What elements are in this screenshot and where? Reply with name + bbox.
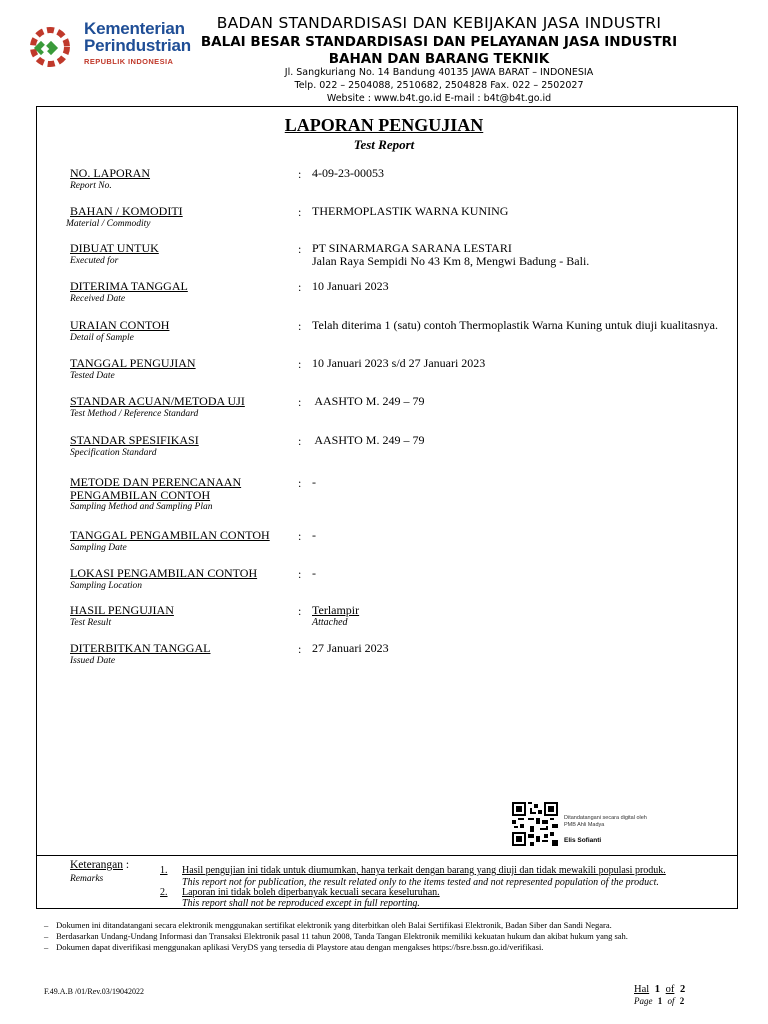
footnote — [44, 920, 612, 930]
page-current: 1 — [657, 996, 663, 1006]
field-sampling-method — [0, 476, 768, 516]
field-report-no — [0, 167, 768, 201]
field-spec-standard — [0, 434, 768, 468]
field-sublabel: Sampling Method and Sampling Plan — [70, 502, 213, 512]
remark-text-en: This report not for publication, the result related only to the items tested and not represented population of the product. — [182, 877, 659, 888]
field-sublabel: Issued Date — [70, 656, 116, 666]
field-label: DITERBITKAN TANGGAL — [70, 641, 211, 655]
footnote-dash: – — [44, 942, 49, 952]
page-indicator — [634, 984, 688, 995]
field-sublabel: Tested Date — [70, 371, 115, 381]
balai-name-line2: BAHAN DAN BARANG TEKNIK — [328, 51, 550, 67]
field-label: STANDAR SPESIFIKASI — [70, 433, 199, 447]
field-sublabel: Detail of Sample — [70, 333, 134, 343]
field-label: HASIL PENGUJIAN — [70, 603, 174, 617]
field-label: TANGGAL PENGAMBILAN CONTOH — [70, 528, 270, 542]
field-label-line2: PENGAMBILAN CONTOH — [70, 488, 211, 502]
field-colon: : — [298, 434, 302, 448]
report-title — [0, 115, 768, 136]
field-value: AASHTO M. 249 – 79 — [312, 433, 425, 447]
gear-logo-icon — [26, 24, 78, 70]
field-value: THERMOPLASTIK WARNA KUNING — [312, 204, 509, 218]
address: Jl. Sangkuriang No. 14 Bandung 40135 JAWA BARAT – INDONESIA — [284, 67, 594, 78]
field-label: DITERIMA TANGGAL — [70, 279, 188, 293]
field-value: - — [312, 566, 316, 580]
remark-number: 2. — [160, 887, 168, 898]
field-received — [0, 280, 768, 314]
field-material — [0, 205, 768, 239]
field-value-sub: Attached — [312, 617, 348, 628]
signature-caption — [564, 815, 647, 829]
field-sublabel: Received Date — [70, 294, 126, 304]
remarks-label — [70, 859, 129, 871]
field-sampling-location — [0, 567, 768, 601]
field-sublabel: Sampling Location — [70, 581, 143, 591]
remarks-colon: : — [125, 859, 130, 871]
footnote-text: Dokumen dapat diverifikasi menggunakan aplikasi VeryDS yang tersedia di Playstore atau dengan mengakses https://bsre.bssn.go.id/verifikasi. — [56, 942, 544, 952]
footnote-dash: – — [44, 920, 49, 930]
page-total: 2 — [679, 996, 685, 1006]
remark-text-en: This report shall not be reproduced except in full reporting. — [182, 898, 420, 909]
republic-label: REPUBLIK INDONESIA — [84, 57, 174, 66]
page-label: Page — [634, 996, 653, 1006]
signature-caption-line2: PMB Ahli Madya — [564, 822, 605, 828]
phone-fax: Telp. 022 – 2504088, 2510682, 2504828 Fax. 022 – 2502027 — [294, 80, 584, 91]
footnote-text: Berdasarkan Undang-Undang Informasi dan Transaksi Elektronik pasal 11 tahun 2008, Tanda Tangan Elektronik memiliki kekuatan hukum dan akibat hukum yang sah. — [56, 931, 628, 941]
ministry-logo — [26, 19, 191, 72]
field-value: 27 Januari 2023 — [312, 641, 389, 655]
report-subtitle: Test Report — [353, 137, 415, 152]
field-value: 10 Januari 2023 s/d 27 Januari 2023 — [312, 356, 486, 370]
field-label: URAIAN CONTOH — [70, 318, 170, 332]
field-sublabel: Material / Commodity — [66, 219, 151, 229]
signature-caption-line1: Ditandatangani secara digital oleh — [564, 815, 647, 821]
field-colon: : — [298, 205, 302, 219]
field-colon: : — [298, 529, 302, 543]
website-email: Website : www.b4t.go.id E-mail : b4t@b4t.go.id — [326, 93, 552, 104]
field-colon: : — [298, 567, 302, 581]
field-value: - — [312, 475, 316, 489]
ministry-name-line2: Perindustrian — [84, 36, 191, 55]
field-sublabel: Sampling Date — [70, 543, 127, 553]
field-label: TANGGAL PENGUJIAN — [70, 356, 196, 370]
page-current: 1 — [654, 984, 661, 995]
agency-name: BADAN STANDARDISASI DAN KEBIJAKAN JASA INDUSTRI — [216, 14, 662, 32]
field-test-result — [0, 604, 768, 638]
field-value: - — [312, 528, 316, 542]
field-value: 10 Januari 2023 — [312, 279, 389, 293]
page-total: 2 — [680, 984, 686, 995]
footnote-dash: – — [44, 931, 49, 941]
page-of-label: of — [665, 984, 675, 995]
page-of-label: of — [667, 996, 675, 1006]
digital-signature — [512, 802, 682, 846]
qr-code-icon[interactable] — [512, 802, 558, 846]
footnote — [44, 942, 543, 952]
field-value: PT SINARMARGA SARANA LESTARI — [312, 241, 512, 255]
ministry-name-line1: Kementerian — [84, 19, 185, 38]
field-colon: : — [298, 395, 302, 409]
field-colon: : — [298, 319, 302, 333]
field-test-method — [0, 395, 768, 429]
field-colon: : — [298, 242, 302, 256]
field-sublabel: Specification Standard — [70, 448, 157, 458]
field-colon: : — [298, 280, 302, 294]
field-label: STANDAR ACUAN/METODA UJI — [70, 394, 245, 408]
field-colon: : — [298, 167, 302, 181]
page-hal-label: Hal — [634, 984, 650, 995]
remarks-divider — [36, 855, 738, 856]
field-colon: : — [298, 476, 302, 490]
field-label-line1: METODE DAN PERENCANAAN — [70, 475, 242, 489]
field-colon: : — [298, 604, 302, 618]
field-value: Telah diterima 1 (satu) contoh Thermoplastik Warna Kuning untuk diuji kualitasnya. — [312, 318, 718, 332]
field-sublabel: Executed for — [70, 256, 119, 266]
balai-name-line1: BALAI BESAR STANDARDISASI DAN PELAYANAN JASA INDUSTRI — [200, 34, 678, 50]
field-sublabel: Report No. — [70, 181, 112, 191]
field-sublabel: Test Method / Reference Standard — [70, 409, 199, 419]
field-label — [70, 476, 241, 502]
field-sample-detail — [0, 319, 768, 353]
field-colon: : — [298, 357, 302, 371]
remarks-sublabel: Remarks — [70, 874, 104, 884]
field-issued — [0, 642, 768, 676]
footnote — [44, 931, 628, 941]
page-indicator-en — [634, 996, 687, 1006]
remark-text: Hasil pengujian ini tidak untuk diumumkan, hanya terkait dengan barang yang diuji dan tidak mewakili populasi produk. — [182, 865, 666, 876]
field-sampling-date — [0, 529, 768, 563]
field-sublabel: Test Result — [70, 618, 112, 628]
remark-number: 1. — [160, 865, 168, 876]
field-label: DIBUAT UNTUK — [70, 241, 159, 255]
field-label: NO. LAPORAN — [70, 166, 151, 180]
form-code: F.49.A.B /01/Rev.03/19042022 — [44, 987, 144, 996]
footnote-text: Dokumen ini ditandatangani secara elektronik menggunakan sertifikat elektronik yang diterbitkan oleh Balai Sertifikasi Elektronik, Badan Siber dan Sandi Negara. — [56, 920, 612, 930]
field-value: AASHTO M. 249 – 79 — [312, 394, 425, 408]
field-tested-date — [0, 357, 768, 391]
field-colon: : — [298, 642, 302, 656]
field-value-address: Jalan Raya Sempidi No 43 Km 8, Mengwi Badung - Bali. — [312, 254, 590, 268]
remark-text: Laporan ini tidak boleh diperbanyak kecuali secara keseluruhan. — [182, 887, 440, 898]
report-title-text: LAPORAN PENGUJIAN — [284, 115, 484, 135]
ministry-name — [84, 20, 191, 54]
field-label: BAHAN / KOMODITI — [70, 204, 183, 218]
field-value: Terlampir — [312, 603, 360, 617]
field-value: 4-09-23-00053 — [312, 166, 384, 180]
remarks-label-text: Keterangan — [70, 859, 123, 871]
field-label: LOKASI PENGAMBILAN CONTOH — [70, 566, 258, 580]
signer-name: Elis Sofianti — [564, 837, 602, 844]
field-executed-for — [0, 242, 768, 276]
